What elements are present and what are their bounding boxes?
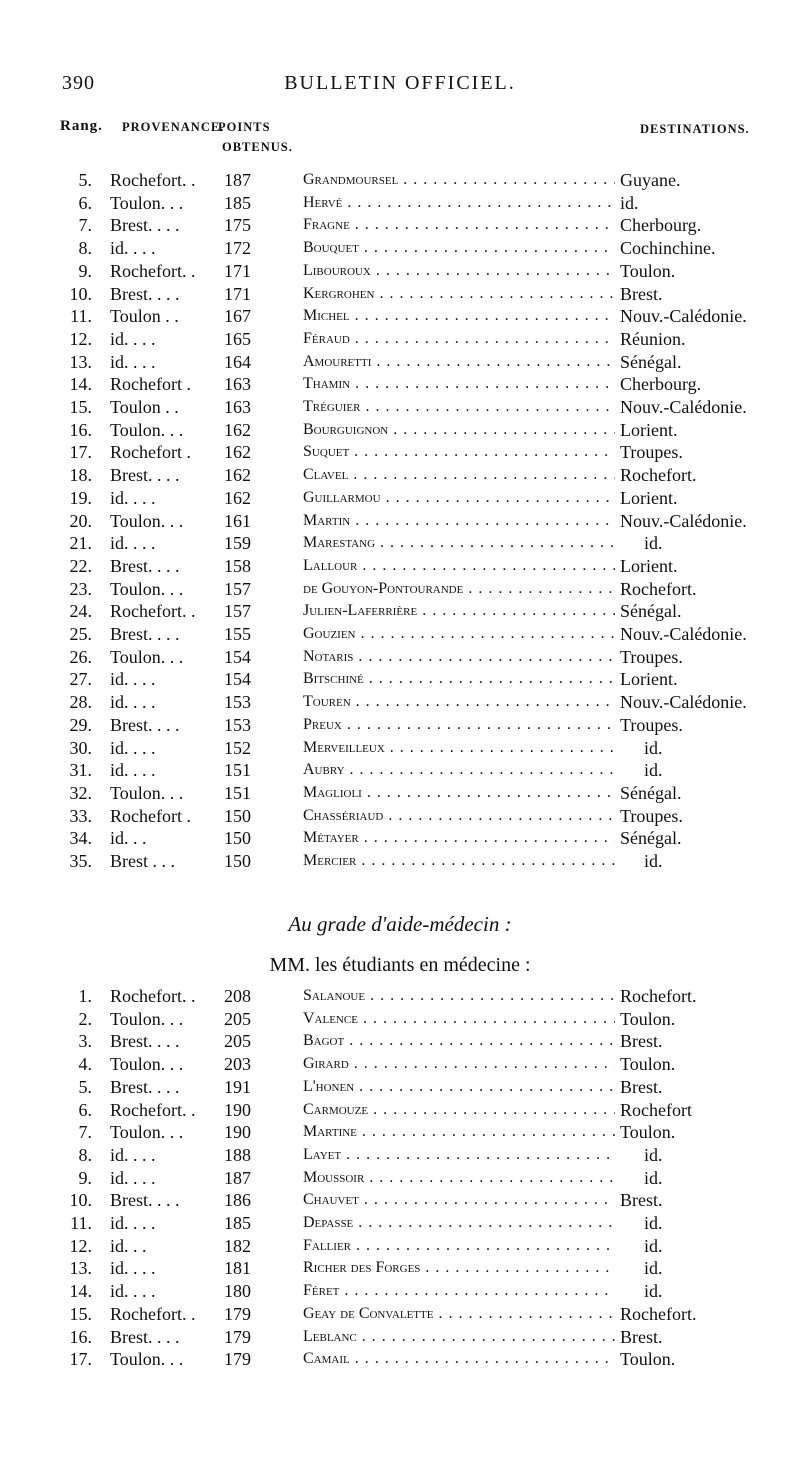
points-cell: 179 — [224, 1303, 251, 1324]
destination-cell: Rochefort. — [620, 986, 697, 1006]
provenance-cell: id. . . — [110, 1235, 147, 1256]
points-cell: 190 — [224, 1099, 251, 1120]
destination-cell: id. — [644, 533, 663, 554]
provenance-cell: Toulon. . . — [110, 192, 184, 213]
points-cell: 162 — [224, 442, 251, 463]
points-cell: 152 — [224, 737, 251, 758]
name-cell: Camail . . . — [303, 1348, 615, 1370]
name-cell: Kergrohen . . . — [303, 283, 615, 305]
rank-cell: 29. — [69, 714, 92, 735]
rank-cell: 13. — [69, 1258, 92, 1279]
points-cell: 164 — [224, 351, 251, 372]
destination-cell: Brest. — [620, 1031, 663, 1052]
provenance-cell: Rochefort . — [110, 805, 191, 826]
name-cell: Richer des Forges . . . — [303, 1257, 615, 1279]
destination-cell: Cherbourg. — [620, 215, 702, 236]
points-cell: 205 — [224, 1008, 251, 1029]
points-cell: 171 — [224, 260, 251, 281]
destination-cell: Troupes. — [620, 646, 683, 667]
table-row — [0, 1099, 800, 1122]
table-row — [0, 396, 800, 419]
provenance-cell: Brest. . . . — [110, 1076, 180, 1097]
page-title: BULLETIN OFFICIEL. — [284, 72, 516, 94]
rank-cell: 10. — [69, 1190, 92, 1211]
points-cell: 154 — [224, 669, 251, 690]
provenance-cell: Toulon. . . — [110, 578, 184, 599]
points-cell: 186 — [224, 1190, 251, 1211]
points-cell: 163 — [224, 374, 251, 395]
rank-cell: 5. — [78, 170, 92, 190]
provenance-cell: Rochefort. . — [110, 1303, 196, 1324]
name-cell: Michel . . . — [303, 305, 615, 327]
points-cell: 162 — [224, 487, 251, 508]
points-cell: 185 — [224, 1213, 251, 1233]
name-cell: Carmouze . . . — [303, 1099, 615, 1121]
points-cell: 187 — [224, 170, 251, 190]
rank-cell: 32. — [69, 782, 92, 803]
rank-cell: 9. — [78, 1167, 92, 1188]
table-row — [0, 668, 800, 691]
points-cell: 162 — [224, 419, 251, 440]
points-cell: 175 — [224, 215, 251, 236]
rank-cell: 26. — [69, 646, 92, 667]
provenance-cell: Toulon. . . — [110, 1054, 184, 1075]
column-header-destinations: DESTINATIONS. — [640, 122, 750, 136]
destination-cell: Guyane. — [620, 170, 681, 190]
destination-cell: id. — [644, 1235, 663, 1256]
table-row — [0, 555, 800, 578]
destination-cell: Brest. — [620, 1326, 663, 1347]
points-cell: 185 — [224, 192, 251, 213]
destination-cell: id. — [644, 1144, 663, 1165]
points-cell: 165 — [224, 328, 251, 349]
rank-cell: 8. — [78, 238, 92, 259]
provenance-cell: id. . . . — [110, 238, 156, 259]
table-row — [0, 600, 800, 623]
rank-cell: 24. — [69, 601, 92, 622]
name-cell: Gouzien . . . — [303, 623, 615, 645]
points-cell: 162 — [224, 465, 251, 486]
provenance-cell: Rochefort. . — [110, 601, 196, 622]
table-row — [0, 737, 800, 760]
table-row — [0, 305, 800, 328]
name-cell: Lallour . . . — [303, 555, 615, 577]
points-cell: 159 — [224, 533, 251, 554]
table-row — [0, 192, 800, 215]
rank-cell: 3. — [78, 1031, 92, 1052]
table-row — [0, 214, 800, 237]
destination-cell: Troupes. — [620, 442, 683, 463]
provenance-cell: id. . . . — [110, 351, 156, 372]
table-row — [0, 351, 800, 374]
rank-cell: 6. — [78, 1099, 92, 1120]
name-cell: Aubry . . . — [303, 759, 615, 781]
name-cell: Tréguier . . . — [303, 396, 615, 418]
column-header-rang: Rang. — [60, 118, 103, 134]
name-cell: L'honen . . . — [303, 1076, 615, 1098]
destination-cell: id. — [644, 760, 663, 781]
table-row — [0, 1348, 800, 1371]
destination-cell: id. — [644, 1167, 663, 1188]
table-row — [0, 169, 800, 192]
rank-cell: 7. — [78, 1122, 92, 1143]
table-row — [0, 1326, 800, 1349]
destination-cell: Réunion. — [620, 328, 686, 349]
destination-cell: Sénégal. — [620, 782, 682, 803]
destination-cell: Rochefort. — [620, 1303, 697, 1324]
rank-cell: 19. — [69, 487, 92, 508]
destination-cell: Troupes. — [620, 805, 683, 826]
name-cell: Geay de Convalette . . . — [303, 1303, 615, 1325]
name-cell: Chauvet . . . — [303, 1189, 615, 1211]
destination-cell: Cochinchine. — [620, 238, 716, 259]
points-cell: 182 — [224, 1235, 251, 1256]
name-cell: Martine . . . — [303, 1121, 615, 1143]
rank-cell: 20. — [69, 510, 92, 531]
points-cell: 171 — [224, 283, 251, 304]
rank-cell: 16. — [69, 419, 92, 440]
table-row — [0, 850, 800, 873]
points-cell: 188 — [224, 1144, 251, 1165]
column-header-provenance: PROVENANCE. — [122, 120, 225, 134]
destination-cell: Brest. — [620, 1190, 663, 1211]
table-row — [0, 1053, 800, 1076]
table-row — [0, 782, 800, 805]
table-row — [0, 283, 800, 306]
name-cell: Chassériaud . . . — [303, 805, 615, 827]
destination-cell: Toulon. — [620, 1349, 676, 1370]
destination-cell: Troupes. — [620, 714, 683, 735]
rank-cell: 14. — [69, 374, 92, 395]
destination-cell: Rochefort. — [620, 465, 697, 486]
name-cell: Bouquet . . . — [303, 237, 615, 259]
table-row — [0, 328, 800, 351]
rank-cell: 18. — [69, 465, 92, 486]
provenance-cell: Brest. . . . — [110, 1190, 180, 1211]
provenance-cell: Toulon. . . — [110, 646, 184, 667]
destination-cell: Nouv.-Calédonie. — [620, 510, 747, 531]
table-row — [0, 1189, 800, 1212]
points-cell: 205 — [224, 1031, 251, 1052]
table-row — [0, 237, 800, 260]
name-cell: Leblanc . . . — [303, 1326, 615, 1348]
destination-cell: Toulon. — [620, 1122, 676, 1143]
points-cell: 191 — [224, 1076, 251, 1097]
table-row — [0, 691, 800, 714]
provenance-cell: id. . . . — [110, 487, 156, 508]
destination-cell: id. — [644, 1281, 663, 1302]
destination-cell: Nouv.-Calédonie. — [620, 624, 747, 644]
provenance-cell: Rochefort. . — [110, 260, 196, 281]
rank-cell: 13. — [69, 351, 92, 372]
table-row — [0, 373, 800, 396]
name-cell: Notaris . . . — [303, 646, 615, 668]
name-cell: Touren . . . — [303, 691, 615, 713]
destination-cell: id. — [644, 851, 663, 871]
rank-cell: 34. — [69, 828, 92, 849]
points-cell: 157 — [224, 601, 251, 622]
rank-cell: 4. — [78, 1054, 92, 1075]
destination-cell: id. — [644, 737, 663, 758]
destination-cell: id. — [620, 192, 639, 213]
rank-cell: 33. — [69, 805, 92, 826]
table-row — [0, 532, 800, 555]
provenance-cell: Brest. . . . — [110, 1326, 180, 1347]
destination-cell: Sénégal. — [620, 601, 682, 622]
table-row — [0, 1076, 800, 1099]
points-cell: 150 — [224, 828, 251, 849]
rank-cell: 23. — [69, 578, 92, 599]
table-row — [0, 1212, 800, 1235]
rank-cell: 12. — [69, 1235, 92, 1256]
table-row — [0, 1030, 800, 1053]
name-cell: Métayer . . . — [303, 827, 615, 849]
destination-cell: Toulon. — [620, 1054, 676, 1075]
table-row — [0, 1257, 800, 1280]
name-cell: Maglioli . . . — [303, 782, 615, 804]
rank-cell: 14. — [69, 1281, 92, 1302]
rank-cell: 30. — [69, 737, 92, 758]
provenance-cell: Brest. . . . — [110, 714, 180, 735]
rank-cell: 8. — [78, 1144, 92, 1165]
name-cell: Martin . . . — [303, 510, 615, 532]
name-cell: Preux . . . — [303, 714, 615, 736]
points-cell: 155 — [224, 624, 251, 644]
points-cell: 172 — [224, 238, 251, 259]
destination-cell: Toulon. — [620, 1008, 676, 1029]
column-header-points: POINTS — [218, 120, 271, 134]
rank-cell: 12. — [69, 328, 92, 349]
points-cell: 158 — [224, 555, 251, 576]
rank-cell: 25. — [69, 624, 92, 644]
rank-cell: 2. — [78, 1008, 92, 1029]
points-cell: 151 — [224, 760, 251, 781]
destination-cell: Rochefort — [620, 1099, 692, 1120]
provenance-cell: Toulon. . . — [110, 1122, 184, 1143]
name-cell: Guillarmou . . . — [303, 487, 615, 509]
points-cell: 150 — [224, 851, 251, 871]
rank-cell: 31. — [69, 760, 92, 781]
name-cell: Féret . . . — [303, 1280, 615, 1302]
name-cell: Fragne . . . — [303, 214, 615, 236]
provenance-cell: Toulon. . . — [110, 1349, 184, 1370]
provenance-cell: Toulon . . — [110, 306, 179, 327]
provenance-cell: Brest . . . — [110, 851, 175, 871]
points-cell: 208 — [224, 986, 251, 1006]
destination-cell: Toulon. — [620, 260, 676, 281]
provenance-cell: id. . . . — [110, 1213, 156, 1233]
rank-cell: 15. — [69, 1303, 92, 1324]
running-header — [62, 72, 738, 100]
table-row — [0, 260, 800, 283]
points-cell: 163 — [224, 397, 251, 417]
destination-cell: Nouv.-Calédonie. — [620, 306, 747, 327]
provenance-cell: id. . . . — [110, 1167, 156, 1188]
table-row — [0, 827, 800, 850]
destination-cell: Sénégal. — [620, 351, 682, 372]
points-cell: 151 — [224, 782, 251, 803]
destination-cell: Brest. — [620, 1076, 663, 1097]
destination-cell: Rochefort. — [620, 578, 697, 599]
provenance-cell: Toulon. . . — [110, 1008, 184, 1029]
table-row — [0, 646, 800, 669]
name-cell: Libouroux . . . — [303, 260, 615, 282]
name-cell: Hervé . . . — [303, 192, 615, 214]
rank-cell: 11. — [70, 1213, 92, 1233]
name-cell: Clavel . . . — [303, 464, 615, 486]
destination-cell: id. — [644, 1213, 663, 1233]
table-row — [0, 441, 800, 464]
column-header-obtenus: OBTENUS. — [222, 140, 293, 154]
table-row — [0, 805, 800, 828]
table-row — [0, 1303, 800, 1326]
provenance-cell: Toulon . . — [110, 397, 179, 417]
provenance-cell: Rochefort. . — [110, 1099, 196, 1120]
table-row — [0, 487, 800, 510]
points-cell: 150 — [224, 805, 251, 826]
provenance-cell: Brest. . . . — [110, 283, 180, 304]
table-row — [0, 1008, 800, 1031]
provenance-cell: Rochefort . — [110, 374, 191, 395]
name-cell: Grandmoursel . . . — [303, 169, 615, 191]
rank-cell: 28. — [69, 692, 92, 713]
table-row — [0, 419, 800, 442]
table-row — [0, 1235, 800, 1258]
provenance-cell: id. . . . — [110, 760, 156, 781]
points-cell: 179 — [224, 1326, 251, 1347]
table-row — [0, 1121, 800, 1144]
rank-cell: 16. — [69, 1326, 92, 1347]
provenance-cell: id. . . . — [110, 737, 156, 758]
destination-cell: Cherbourg. — [620, 374, 702, 395]
rank-cell: 17. — [69, 442, 92, 463]
provenance-cell: Brest. . . . — [110, 215, 180, 236]
points-cell: 167 — [224, 306, 251, 327]
table-row — [0, 464, 800, 487]
provenance-cell: id. . . . — [110, 1281, 156, 1302]
table-row — [0, 759, 800, 782]
provenance-cell: id. . . . — [110, 692, 156, 713]
name-cell: Julien-Laferrière . . . — [303, 600, 615, 622]
points-cell: 181 — [224, 1258, 251, 1279]
table-row — [0, 1144, 800, 1167]
provenance-cell: id. . . — [110, 828, 147, 849]
name-cell: de Gouyon-Pontourande . . . — [303, 578, 615, 600]
name-cell: Girard . . . — [303, 1053, 615, 1075]
name-cell: Depasse . . . — [303, 1212, 615, 1234]
table-row — [0, 510, 800, 533]
provenance-cell: Rochefort . — [110, 442, 191, 463]
destination-cell: Lorient. — [620, 487, 678, 508]
name-cell: Mercier . . . — [303, 850, 615, 872]
name-cell: Moussoir . . . — [303, 1167, 615, 1189]
provenance-cell: id. . . . — [110, 669, 156, 690]
destination-cell: id. — [644, 1258, 663, 1279]
rank-cell: 15. — [69, 397, 92, 417]
table-row — [0, 1280, 800, 1303]
rank-cell: 9. — [78, 260, 92, 281]
table-row — [0, 1167, 800, 1190]
name-cell: Bourguignon . . . — [303, 419, 615, 441]
section-title: Au grade d'aide-médecin : — [288, 912, 512, 936]
provenance-cell: id. . . . — [110, 328, 156, 349]
destination-cell: Lorient. — [620, 419, 678, 440]
rank-cell: 6. — [78, 192, 92, 213]
points-cell: 153 — [224, 692, 251, 713]
name-cell: Thamin . . . — [303, 373, 615, 395]
points-cell: 154 — [224, 646, 251, 667]
name-cell: Layet . . . — [303, 1144, 615, 1166]
name-cell: Féraud . . . — [303, 328, 615, 350]
provenance-cell: id. . . . — [110, 533, 156, 554]
name-cell: Marestang . . . — [303, 532, 615, 554]
name-cell: Bagot . . . — [303, 1030, 615, 1052]
provenance-cell: Toulon. . . — [110, 782, 184, 803]
destination-cell: Sénégal. — [620, 828, 682, 849]
name-cell: Bitschiné . . . — [303, 668, 615, 690]
provenance-cell: Brest. . . . — [110, 465, 180, 486]
name-cell: Suquet . . . — [303, 441, 615, 463]
name-cell: Merveilleux . . . — [303, 737, 615, 759]
table-row — [0, 623, 800, 646]
destination-cell: Nouv.-Calédonie. — [620, 397, 747, 417]
provenance-cell: id. . . . — [110, 1258, 156, 1279]
destination-cell: Nouv.-Calédonie. — [620, 692, 747, 713]
provenance-cell: Toulon. . . — [110, 510, 184, 531]
rank-cell: 11. — [70, 306, 92, 327]
table-row — [0, 578, 800, 601]
points-cell: 161 — [224, 510, 251, 531]
table-row — [0, 985, 800, 1008]
points-cell: 153 — [224, 714, 251, 735]
provenance-cell: id. . . . — [110, 1144, 156, 1165]
name-cell: Fallier . . . — [303, 1235, 615, 1257]
provenance-cell: Brest. . . . — [110, 1031, 180, 1052]
points-cell: 180 — [224, 1281, 251, 1302]
provenance-cell: Rochefort. . — [110, 986, 196, 1006]
rank-cell: 22. — [69, 555, 92, 576]
rank-cell: 27. — [69, 669, 92, 690]
points-cell: 187 — [224, 1167, 251, 1188]
destination-cell: Lorient. — [620, 555, 678, 576]
rank-cell: 35. — [69, 851, 92, 871]
name-cell: Salanoue . . . — [303, 985, 615, 1007]
rank-cell: 21. — [69, 533, 92, 554]
points-cell: 203 — [224, 1054, 251, 1075]
name-cell: Amouretti . . . — [303, 351, 615, 373]
rank-cell: 5. — [78, 1076, 92, 1097]
points-cell: 190 — [224, 1122, 251, 1143]
provenance-cell: Brest. . . . — [110, 624, 180, 644]
rank-cell: 10. — [69, 283, 92, 304]
destination-cell: Brest. — [620, 283, 663, 304]
rank-cell: 7. — [78, 215, 92, 236]
provenance-cell: Brest. . . . — [110, 555, 180, 576]
provenance-cell: Toulon. . . — [110, 419, 184, 440]
table-row — [0, 714, 800, 737]
name-cell: Valence . . . — [303, 1008, 615, 1030]
destination-cell: Lorient. — [620, 669, 678, 690]
page-number: 390 — [62, 72, 95, 94]
rank-cell: 17. — [69, 1349, 92, 1370]
rank-cell: 1. — [78, 986, 92, 1006]
points-cell: 179 — [224, 1349, 251, 1370]
provenance-cell: Rochefort. . — [110, 170, 196, 190]
section-subtitle: MM. les étudiants en médecine : — [269, 954, 531, 976]
points-cell: 157 — [224, 578, 251, 599]
